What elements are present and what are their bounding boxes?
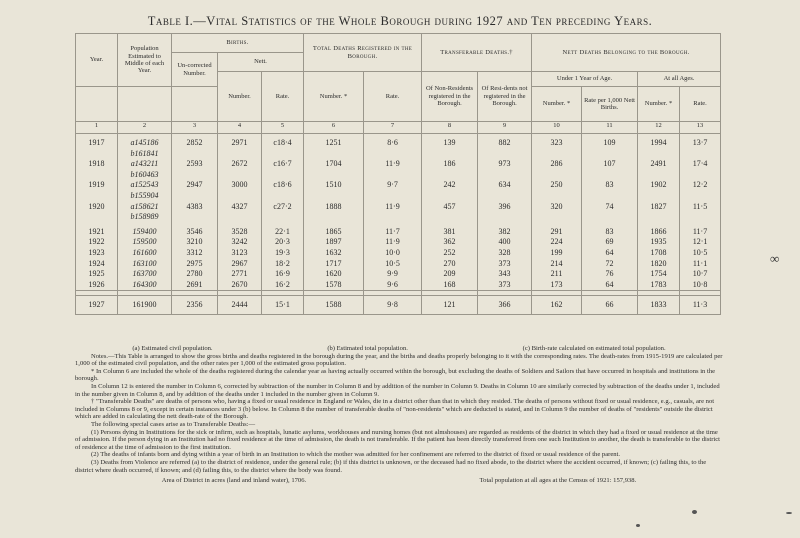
cell-year: 1926 [76,280,118,291]
cell-res: 373 [478,280,532,291]
cell-deaths-rate: 11·9 [364,202,422,213]
cell-deaths-rate: 11·9 [364,237,422,248]
cell-empty [680,170,721,181]
cell-nett-rate: 19·3 [262,248,304,259]
table-row [76,138,721,149]
cell-deaths-num: 1897 [304,237,364,248]
cell-empty [364,149,422,160]
cell-population: a152543 [118,180,172,191]
table-title: Table I.—Vital Statistics of the Whole Borough during 1927 and Ten preceding Years. [147,14,653,28]
header-births-rate: Rate. [262,72,304,122]
table-row [76,159,721,170]
cell-nett-rate: c16·7 [262,159,304,170]
cell-empty [422,191,478,202]
cell-all-rate: 11·5 [680,202,721,213]
cell-empty [680,191,721,202]
table-row [76,269,721,280]
cell-nett-num: 3528 [218,227,262,238]
cell-under1-num: 214 [532,259,582,270]
cell-non-res: 252 [422,248,478,259]
cell-empty [172,149,218,160]
header-population: Population Estimated to Middle of each Year. [118,34,172,87]
cell-nett-rate: 16·9 [262,269,304,280]
cell-empty [76,149,118,160]
cell-empty [262,212,304,223]
cell-deaths-rate: 9·9 [364,269,422,280]
cell-uncorr: 3546 [172,227,218,238]
cell-deaths-num: 1251 [304,138,364,149]
cell-deaths-rate: 8·6 [364,138,422,149]
cell-empty [364,170,422,181]
cell-uncorr: 3312 [172,248,218,259]
cell-deaths-rate: 11·9 [364,159,422,170]
vital-statistics-table [75,33,721,315]
cell-nett-rate: c18·4 [262,138,304,149]
cell-under1-rate: 74 [582,202,638,213]
header-empty-year [76,87,118,122]
cell-all-rate: 12·1 [680,237,721,248]
paper-speck [636,524,640,527]
cell-population: b155904 [118,191,172,202]
cell-empty [422,170,478,181]
cell-empty [582,170,638,181]
cell-empty [304,170,364,181]
cell-res: 973 [478,159,532,170]
cell-all-rate: 13·7 [680,138,721,149]
cell-deaths-rate: 9·7 [364,180,422,191]
cell-res: 882 [478,138,532,149]
cell-empty [172,170,218,181]
area-note: Area of District in acres (land and inland water), 1706. [161,477,307,485]
column-number-row [76,122,721,134]
note-paragraph: (1) Persons dying in Institutions for the sick or infirm, such as hospitals, lunatic asylums, workhouses and nursing homes (but not almshouses) are regarded as residents of the district in which they had a fixed or usual residence at the time of admission. If the person dying in an Institution had no fixed residence at the time of admission, the death is not transferable. If the patient has been directly transferred from one such Institution to another, the death is transferable to the district of residence at the time of admission to the first institution. [75,428,721,451]
cell-under1-rate: 83 [582,180,638,191]
cell-empty [76,212,118,223]
cell-nett-num: 2771 [218,269,262,280]
cell-nett-rate: 16·2 [262,280,304,291]
cell-non-res: 168 [422,280,478,291]
cell-year: 1924 [76,259,118,270]
cell-under1-rate: 69 [582,237,638,248]
cell-empty [478,191,532,202]
cell-all-rate: 17·4 [680,159,721,170]
cell-uncorr: 4383 [172,202,218,213]
cell-empty [638,170,680,181]
column-number: 13 [680,122,721,134]
header-total-deaths: Total Deaths Registered in the Borough. [304,34,422,72]
cell-deaths-rate: 11·7 [364,227,422,238]
cell-all-num: 1754 [638,269,680,280]
paper-speck [786,512,792,514]
cell-all-num: 1994 [638,138,680,149]
cell-nett-num: 2444 [218,296,262,315]
cell-under1-rate: 64 [582,248,638,259]
cell-non-res: 242 [422,180,478,191]
cell-empty [478,149,532,160]
cell-res: 366 [478,296,532,315]
cell-nett-rate: 18·2 [262,259,304,270]
cell-empty [218,170,262,181]
cell-population: a158621 [118,202,172,213]
header-uncorrected: Un-corrected Number. [172,53,218,87]
cell-uncorr: 2593 [172,159,218,170]
note-paragraph: The following special cases arise as to Transferable Deaths:— [91,420,256,428]
cell-non-res: 362 [422,237,478,248]
cell-empty [76,191,118,202]
cell-non-res: 270 [422,259,478,270]
header-births: Births. [172,34,304,53]
cell-year: 1923 [76,248,118,259]
cell-population: 159400 [118,227,172,238]
cell-year: 1925 [76,269,118,280]
cell-uncorr: 2356 [172,296,218,315]
cell-deaths-num: 1865 [304,227,364,238]
cell-nett-rate: c18·6 [262,180,304,191]
cell-empty [262,170,304,181]
cell-all-num: 1820 [638,259,680,270]
cell-empty [304,191,364,202]
cell-uncorr: 2975 [172,259,218,270]
cell-population: b161841 [118,149,172,160]
cell-under1-rate: 64 [582,280,638,291]
cell-empty [304,149,364,160]
cell-nett-num: 3123 [218,248,262,259]
cell-nett-rate: 15·1 [262,296,304,315]
cell-empty [582,149,638,160]
cell-deaths-rate: 10·0 [364,248,422,259]
cell-population: 159500 [118,237,172,248]
cell-empty [218,191,262,202]
table-row [76,180,721,191]
cell-population: 161900 [118,296,172,315]
cell-deaths-rate: 10·5 [364,259,422,270]
paper-speck [692,510,697,514]
cell-deaths-num: 1704 [304,159,364,170]
cell-empty [478,170,532,181]
cell-under1-num: 320 [532,202,582,213]
note-paragraph: In Column 12 is entered the number in Column 6, corrected by subtraction of the number in Column 8 and by addition of the number in Column 9. Deaths in Column 10 are similarly corrected by subtraction of the deaths under 1, included in the number given in Column 8, and by addition of the deaths under 1 included in the number given in Column 9. [75,382,720,398]
cell-nett-num: 2971 [218,138,262,149]
cell-population: b158989 [118,212,172,223]
cell-all-rate: 10·7 [680,269,721,280]
column-number: 6 [304,122,364,134]
table-row [76,259,721,270]
cell-all-num: 1708 [638,248,680,259]
column-number: 5 [262,122,304,134]
cell-all-num: 1783 [638,280,680,291]
note-paragraph: (2) The deaths of infants born and dying within a year of birth in an Institution to which the mother was admitted for her confinement are referred to the district of fixed or usual residence of the parent. [91,451,621,459]
note-paragraph: † "Transferable Deaths" are deaths of persons who, having a fixed or usual residence in England or Wales, die in a district other than that in which they resided. The deaths of persons without fixed or usual residence, e.g., casuals, are not included in Columns 8 or 9, except in certain instances under 3 (b) below. In Column 8 the number of transferable deaths of "non-residents" which are deducted is stated, and in Column 9 the number of deaths of "residents" outside the district which are added in calculating the nett death-rate of the Borough. [75,398,715,421]
cell-empty [364,191,422,202]
cell-deaths-num: 1510 [304,180,364,191]
table-body [76,134,721,315]
header-rate-per-1000: Rate per 1,000 Nett Births. [582,87,638,122]
cell-empty [218,212,262,223]
cell-uncorr: 2947 [172,180,218,191]
cell-year: 1917 [76,138,118,149]
cell-all-rate: 12·2 [680,180,721,191]
total-row-1927 [76,296,721,315]
cell-deaths-num: 1578 [304,280,364,291]
cell-non-res: 209 [422,269,478,280]
header-deaths-rate: Rate. [364,72,422,122]
cell-under1-num: 250 [532,180,582,191]
cell-empty [422,212,478,223]
cell-population: 163700 [118,269,172,280]
table-row [76,248,721,259]
cell-empty [532,149,582,160]
cell-deaths-rate: 9·6 [364,280,422,291]
cell-res: 343 [478,269,532,280]
cell-nett-num: 4327 [218,202,262,213]
cell-all-num: 1935 [638,237,680,248]
header-all-ages: At all Ages. [638,72,721,87]
column-number: 11 [582,122,638,134]
cell-empty [262,191,304,202]
cell-all-num: 2491 [638,159,680,170]
cell-res: 634 [478,180,532,191]
cell-empty [172,212,218,223]
header-under-one-number: Number. * [532,87,582,122]
table-row [76,237,721,248]
margin-mark: ∞ [770,251,780,266]
cell-all-num: 1902 [638,180,680,191]
cell-uncorr: 2852 [172,138,218,149]
table-row [76,149,721,160]
legend-row [75,345,723,353]
cell-nett-num: 2670 [218,280,262,291]
cell-deaths-rate: 9·8 [364,296,422,315]
cell-population: 161600 [118,248,172,259]
cell-nett-num: 3000 [218,180,262,191]
cell-all-num: 1866 [638,227,680,238]
cell-empty [422,149,478,160]
cell-population: b160463 [118,170,172,181]
column-number: 12 [638,122,680,134]
cell-nett-num: 2672 [218,159,262,170]
header-births-number: Number. [218,72,262,122]
cell-empty [680,212,721,223]
cell-population: 163100 [118,259,172,270]
cell-res: 373 [478,259,532,270]
cell-year: 1922 [76,237,118,248]
cell-year: 1927 [76,296,118,315]
cell-deaths-num: 1888 [304,202,364,213]
cell-under1-num: 291 [532,227,582,238]
column-number: 1 [76,122,118,134]
header-nett: Nett. [218,53,304,72]
header-nett-deaths: Nett Deaths Belonging to the Borough. [532,34,721,72]
column-number: 9 [478,122,532,134]
header-all-rate: Rate. [680,87,721,122]
cell-year: 1921 [76,227,118,238]
cell-under1-num: 199 [532,248,582,259]
table-row [76,191,721,202]
cell-empty [532,170,582,181]
cell-empty [638,212,680,223]
cell-all-num: 1827 [638,202,680,213]
cell-under1-num: 224 [532,237,582,248]
cell-year: 1920 [76,202,118,213]
cell-year: 1919 [76,180,118,191]
cell-all-num: 1833 [638,296,680,315]
cell-res: 396 [478,202,532,213]
cell-under1-rate: 66 [582,296,638,315]
legend-a: (a) Estimated civil population. [132,345,213,352]
cell-empty [364,212,422,223]
cell-non-res: 121 [422,296,478,315]
cell-empty [638,149,680,160]
cell-nett-num: 3242 [218,237,262,248]
header-empty-uncorrected [172,87,218,122]
header-transferable: Transferable Deaths.† [422,34,532,72]
cell-non-res: 139 [422,138,478,149]
cell-non-res: 457 [422,202,478,213]
note-paragraph: Notes.—This Table is arranged to show the gross births and deaths registered in the borough during the year, and the births and deaths properly belonging to it with the corresponding rates. The death-rates from 1915-1919 are calculated per 1,000 of the estimated civil population, and the other rates per 1,000 of the estimated gross population. [75,352,723,368]
cell-deaths-num: 1717 [304,259,364,270]
cell-empty [532,212,582,223]
cell-empty [638,191,680,202]
cell-under1-num: 211 [532,269,582,280]
cell-under1-rate: 72 [582,259,638,270]
header-empty-population [118,87,172,122]
note-paragraph: * In Column 6 are included the whole of the deaths registered during the calendar year as having actually occurred within the borough, but excluding the deaths of Soldiers and Sailors that have occurred in hospitals and institutions in the borough. [75,367,716,383]
column-number: 2 [118,122,172,134]
cell-population: a143211 [118,159,172,170]
table-row [76,170,721,181]
header-under-one: Under 1 Year of Age. [532,72,638,87]
cell-empty [218,149,262,160]
cell-uncorr: 2691 [172,280,218,291]
cell-res: 400 [478,237,532,248]
table-row [76,202,721,213]
cell-under1-rate: 76 [582,269,638,280]
cell-all-rate: 10·8 [680,280,721,291]
cell-under1-num: 162 [532,296,582,315]
cell-nett-rate: 20·3 [262,237,304,248]
cell-under1-num: 286 [532,159,582,170]
header-all-number: Number. * [638,87,680,122]
cell-deaths-num: 1588 [304,296,364,315]
header-deaths-number: Number. * [304,72,364,122]
table-row [76,212,721,223]
notes-section [75,345,723,485]
cell-year: 1918 [76,159,118,170]
column-number: 10 [532,122,582,134]
cell-empty [532,191,582,202]
header-non-residents: Of Non-Residents registered in the Borough. [422,72,478,122]
footer-row [75,477,723,485]
header-residents: Of Resi-dents not registered in the Borough. [478,72,532,122]
cell-under1-num: 173 [532,280,582,291]
cell-non-res: 186 [422,159,478,170]
note-paragraph: (3) Deaths from Violence are referred (a) to the district of residence, under the general rule; (b) if this district is unknown, or the deceased had no fixed abode, to the district where the accident occurred, if known; (c) failing this, to the district where death occurred, if known; and (d) failing this, to the district where the body was found. [75,458,707,474]
cell-empty [680,149,721,160]
column-number: 7 [364,122,422,134]
header-year: Year. [76,34,118,87]
cell-res: 382 [478,227,532,238]
cell-empty [478,212,532,223]
legend-b: (b) Estimated total population. [327,345,408,352]
cell-empty [262,149,304,160]
column-number: 8 [422,122,478,134]
cell-population: a145186 [118,138,172,149]
column-number: 4 [218,122,262,134]
legend-c: (c) Birth-rate calculated on estimated total population. [522,345,666,352]
cell-empty [582,212,638,223]
cell-all-rate: 11·7 [680,227,721,238]
cell-all-rate: 11·1 [680,259,721,270]
cell-empty [304,212,364,223]
cell-under1-rate: 107 [582,159,638,170]
cell-nett-rate: c27·2 [262,202,304,213]
cell-under1-rate: 109 [582,138,638,149]
cell-res: 328 [478,248,532,259]
cell-empty [172,191,218,202]
cell-deaths-num: 1620 [304,269,364,280]
cell-population: 164300 [118,280,172,291]
cell-nett-num: 2967 [218,259,262,270]
table-row [76,280,721,291]
cell-uncorr: 3210 [172,237,218,248]
cell-empty [76,170,118,181]
cell-empty [582,191,638,202]
cell-under1-rate: 83 [582,227,638,238]
column-number: 3 [172,122,218,134]
cell-deaths-num: 1632 [304,248,364,259]
cell-under1-num: 323 [532,138,582,149]
cell-uncorr: 2780 [172,269,218,280]
cell-non-res: 381 [422,227,478,238]
census-note: Total population at all ages at the Census of 1921: 157,938. [479,477,637,485]
cell-nett-rate: 22·1 [262,227,304,238]
table-row [76,227,721,238]
cell-all-rate: 10·5 [680,248,721,259]
cell-all-rate: 11·3 [680,296,721,315]
